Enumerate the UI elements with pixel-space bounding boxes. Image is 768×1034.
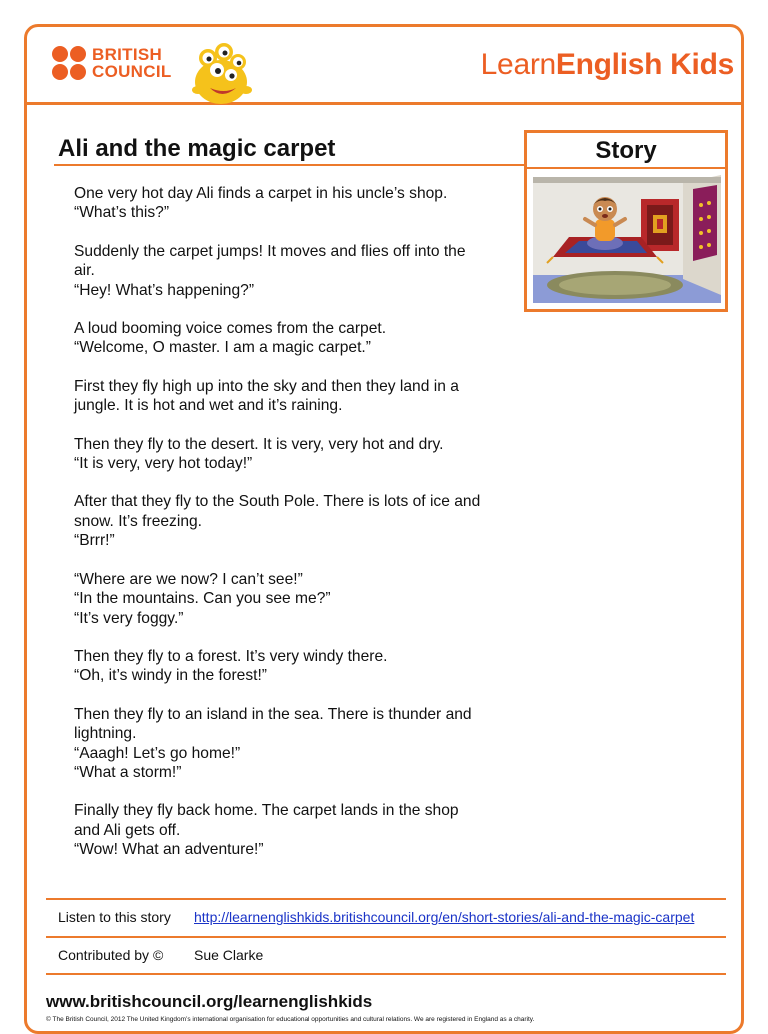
story-panel-divider (527, 167, 725, 169)
story-paragraph (74, 184, 524, 223)
brand-learn: Learn (480, 48, 556, 81)
story-line: “It is very, very hot today!” (74, 455, 253, 473)
story-paragraph (74, 801, 524, 859)
story-paragraph (74, 705, 524, 783)
story-line: “Wow! What an adventure!” (74, 841, 264, 859)
story-paragraph (74, 377, 524, 416)
story-line: “What a storm!” (74, 763, 182, 781)
contributor-name: Sue Clarke (194, 947, 264, 963)
story-line: air. (74, 262, 95, 280)
footer-rule-top (46, 898, 726, 900)
story-line: Suddenly the carpet jumps! It moves and flies off into the (74, 242, 466, 260)
story-paragraph (74, 492, 524, 550)
story-line: snow. It’s freezing. (74, 512, 202, 530)
monster-mascot-icon (184, 38, 258, 106)
listen-link[interactable]: http://learnenglishkids.britishcouncil.org/en/short-stories/ali-and-the-magic-carpet (194, 909, 695, 925)
footer-rule-bottom (46, 973, 726, 975)
learnenglish-kids-logo[interactable] (481, 48, 734, 82)
story-line: A loud booming voice comes from the carpet. (74, 320, 387, 338)
logo-line2: COUNCIL (92, 62, 172, 81)
story-line: “Welcome, O master. I am a magic carpet.” (74, 339, 371, 357)
story-title: Ali and the magic carpet (58, 135, 336, 162)
story-label: Story (595, 137, 657, 164)
logo-line1: BRITISH (92, 45, 163, 64)
site-url[interactable]: www.britishcouncil.org/learnenglishkids (46, 992, 373, 1011)
story-line: Then they fly to the desert. It is very, very hot and dry. (74, 435, 444, 453)
story-line: jungle. It is hot and wet and it’s raining. (74, 397, 343, 415)
story-line: One very hot day Ali finds a carpet in his uncle’s shop. (74, 185, 448, 202)
story-line: After that they fly to the South Pole. There is lots of ice and (74, 493, 481, 511)
story-line: lightning. (74, 725, 137, 743)
story-panel (524, 130, 728, 312)
story-line: Finally they fly back home. The carpet lands in the shop (74, 802, 459, 820)
story-line: “What’s this?” (74, 204, 170, 222)
story-body (74, 184, 524, 879)
story-line: “It’s very foggy.” (74, 609, 184, 627)
story-line: “In the mountains. Can you see me?” (74, 590, 331, 608)
story-line: “Oh, it’s windy in the forest!” (74, 667, 267, 685)
magic-carpet-illustration (533, 175, 721, 303)
story-paragraph (74, 570, 524, 628)
story-line: “Where are we now? I can’t see!” (74, 570, 303, 588)
title-underline (54, 164, 526, 166)
story-line: “Hey! What’s happening?” (74, 281, 255, 299)
british-council-dots-icon (52, 46, 86, 80)
story-line: Then they fly to a forest. It’s very windy there. (74, 647, 388, 665)
header-divider (24, 102, 744, 105)
story-line: and Ali gets off. (74, 821, 181, 839)
story-line: First they fly high up into the sky and then they land in a (74, 377, 459, 395)
story-paragraph (74, 242, 524, 300)
legal-notice: © The British Council, 2012 The United Kingdom’s international organisation for educational opportunities and cultural relations. We are registered in England as a charity. (46, 1016, 535, 1023)
footer-rule-middle (46, 936, 726, 938)
story-line: “Brrr!” (74, 532, 115, 550)
story-line: “Aaagh! Let’s go home!” (74, 744, 241, 762)
brand-english-kids: English Kids (555, 48, 734, 81)
story-line: Then they fly to an island in the sea. There is thunder and (74, 705, 472, 723)
story-paragraph (74, 647, 524, 686)
story-paragraph (74, 319, 524, 358)
listen-label: Listen to this story (58, 909, 171, 925)
story-paragraph (74, 435, 524, 474)
contributed-label: Contributed by © (58, 947, 164, 963)
